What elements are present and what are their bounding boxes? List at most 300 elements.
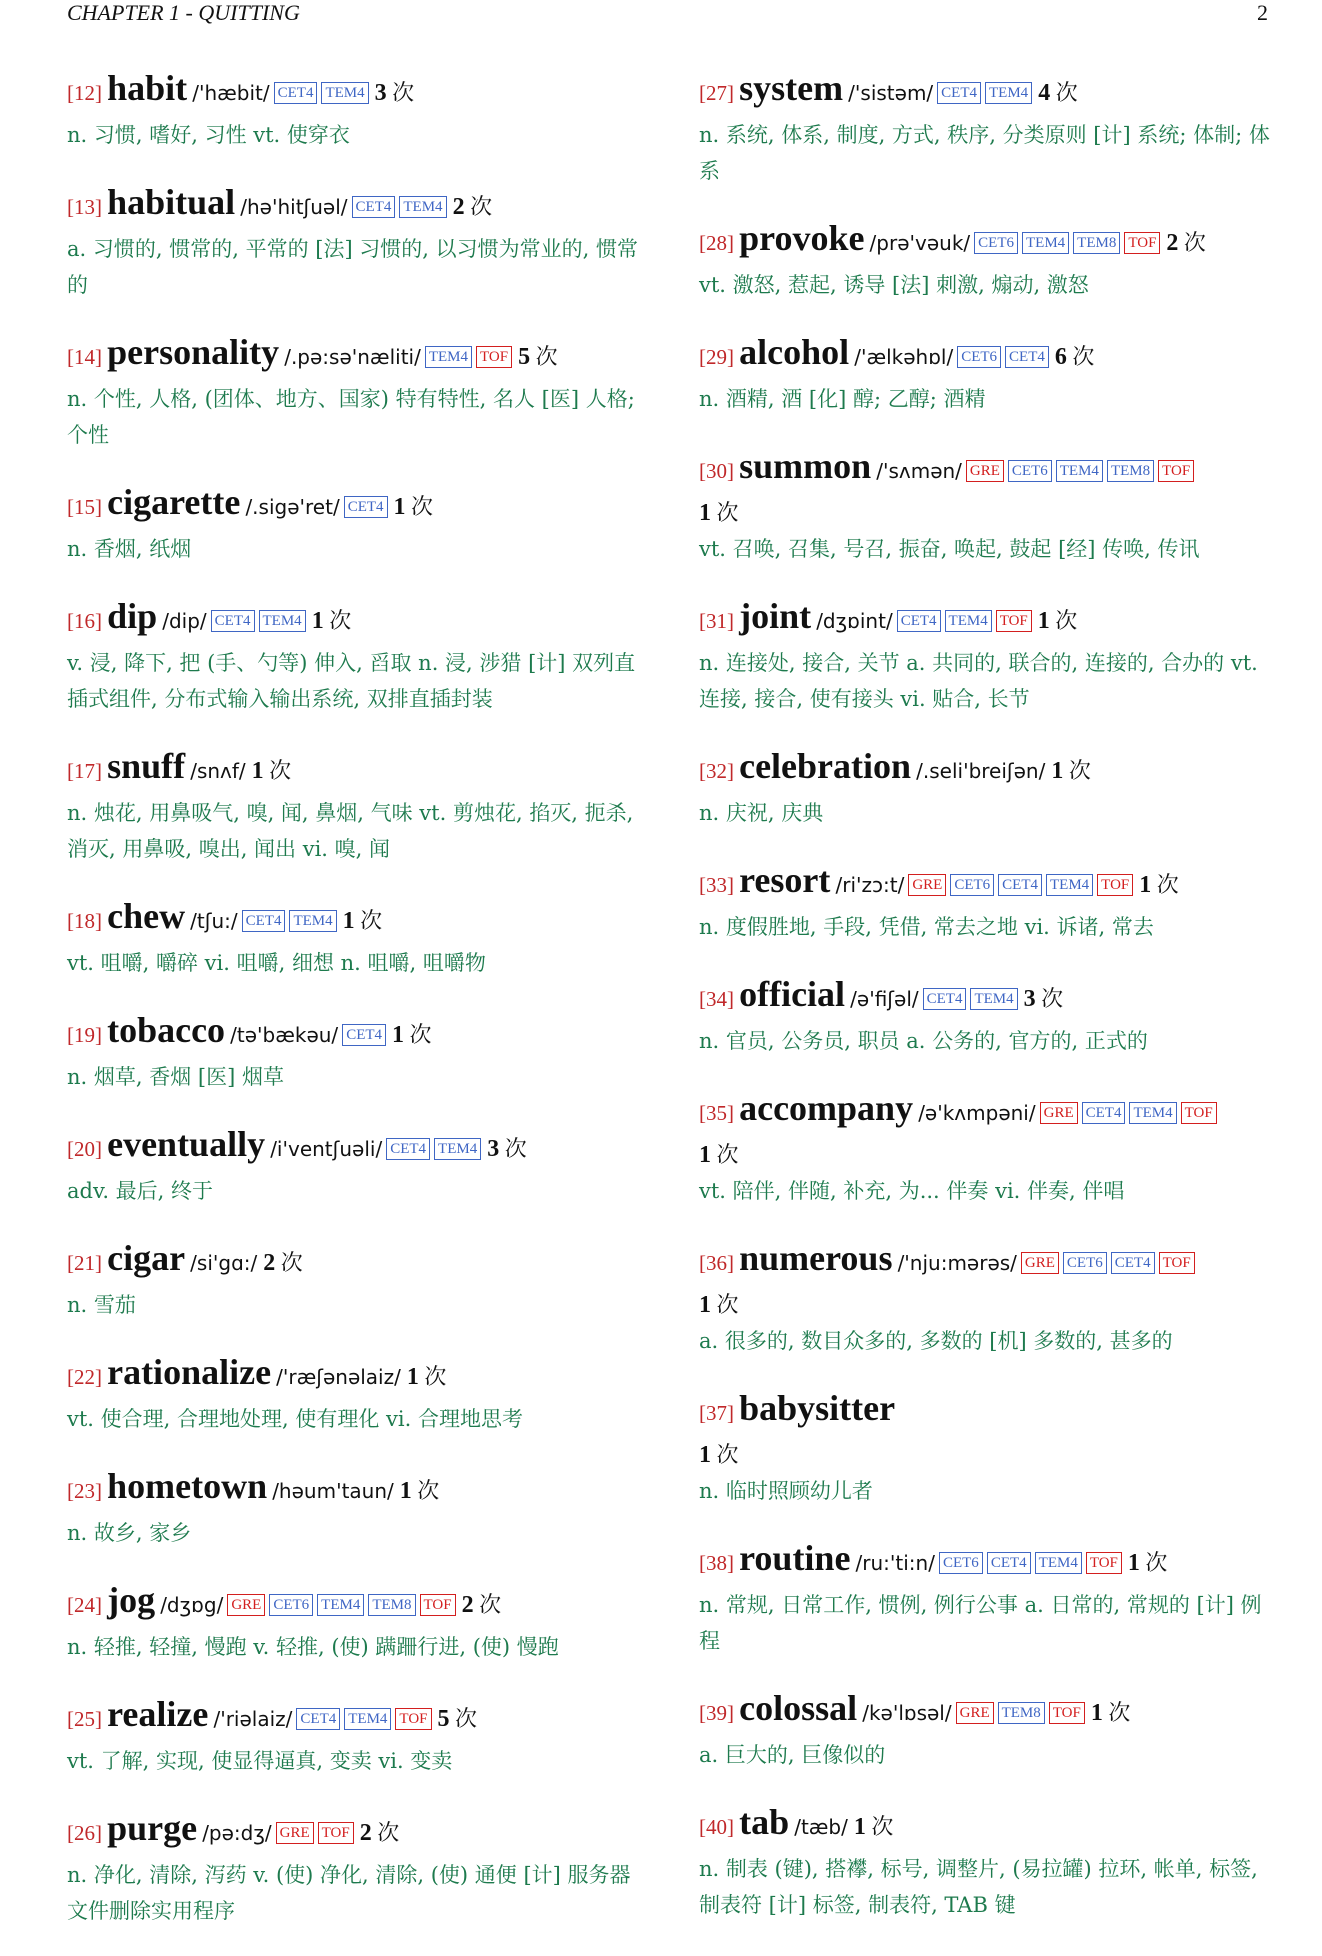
frequency-unit: 次 xyxy=(1145,1550,1168,1575)
frequency-count: 1 xyxy=(1051,758,1064,784)
exam-tag-badge: TEM4 xyxy=(1129,1102,1176,1124)
headword: purge xyxy=(107,1808,198,1848)
definition: adv. 最后, 终于 xyxy=(67,1179,214,1203)
entry-headline xyxy=(67,1008,639,1059)
frequency-count: 1 xyxy=(699,1442,711,1468)
exam-tag-badge: TEM4 xyxy=(1035,1552,1082,1574)
entry-headline xyxy=(67,1122,639,1173)
exam-tag-badge: CET4 xyxy=(998,874,1042,896)
entry-number: [27] xyxy=(699,81,734,105)
exam-tag-badge: GRE xyxy=(1040,1102,1078,1124)
frequency xyxy=(518,344,558,369)
frequency-count: 2 xyxy=(461,1592,474,1618)
definition: n. 故乡, 家乡 xyxy=(67,1521,192,1545)
definition: n. 庆祝, 庆典 xyxy=(699,801,824,825)
vocab-entry xyxy=(699,1686,1271,1773)
headword: habit xyxy=(107,68,188,108)
frequency xyxy=(263,1250,303,1275)
headword: accompany xyxy=(739,1088,914,1128)
phonetic-transcription: /prə'vəuk/ xyxy=(869,231,971,255)
headword: system xyxy=(739,68,844,108)
frequency-line xyxy=(699,1137,1271,1173)
exam-tag-badge: CET4 xyxy=(1005,346,1049,368)
phonetic-transcription: /'nju:mərəs/ xyxy=(897,1251,1017,1275)
frequency xyxy=(1051,758,1091,783)
exam-tag-badge: CET4 xyxy=(923,988,967,1010)
frequency xyxy=(1128,1550,1168,1575)
definition: vt. 使合理, 合理地处理, 使有理化 vi. 合理地思考 xyxy=(67,1407,523,1431)
entry-headline xyxy=(699,858,1271,909)
phonetic-transcription: /'riəlaiz/ xyxy=(213,1707,293,1731)
frequency xyxy=(1166,230,1206,255)
vocab-entry xyxy=(67,66,639,153)
entry-number: [14] xyxy=(67,345,102,369)
phonetic-transcription: /həum'taun/ xyxy=(272,1479,394,1503)
exam-tag-badge: GRE xyxy=(1021,1252,1059,1274)
vocab-entry xyxy=(67,1692,639,1779)
exam-tag-badge: TEM4 xyxy=(399,196,446,218)
frequency-count: 1 xyxy=(853,1814,866,1840)
entry-number: [30] xyxy=(699,459,734,483)
frequency-line xyxy=(699,1287,1271,1323)
definition: n. 轻推, 轻撞, 慢跑 v. 轻推, (使) 蹒跚行进, (使) 慢跑 xyxy=(67,1635,559,1659)
frequency-count: 1 xyxy=(393,494,406,520)
frequency xyxy=(854,1814,894,1839)
entry-number: [15] xyxy=(67,495,102,519)
frequency xyxy=(252,758,292,783)
frequency-unit: 次 xyxy=(1072,344,1095,369)
frequency-unit: 次 xyxy=(716,1442,739,1467)
frequency-unit: 次 xyxy=(269,758,292,783)
entry-headline xyxy=(699,1686,1271,1737)
exam-tag-badge: GRE xyxy=(966,460,1004,482)
vocab-entry xyxy=(67,1578,639,1665)
entry-headline xyxy=(699,1236,1271,1287)
exam-tag-badge: TOF xyxy=(395,1708,431,1730)
vocab-entry xyxy=(67,1122,639,1209)
phonetic-transcription: /'sʌmən/ xyxy=(876,459,962,483)
definition: v. 浸, 降下, 把 (手、勺等) 伸入, 舀取 n. 浸, 涉猎 [计] 双列直插式组件, 分布式输入输出系统, 双排直插封装 xyxy=(67,651,636,711)
definition: n. 香烟, 纸烟 xyxy=(67,537,192,561)
exam-tag-badge: TOF xyxy=(1124,232,1160,254)
frequency xyxy=(312,608,352,633)
frequency-unit: 次 xyxy=(716,1292,739,1317)
entry-number: [37] xyxy=(699,1401,734,1425)
entry-headline xyxy=(67,1806,639,1857)
headword: chew xyxy=(107,896,186,936)
phonetic-transcription: /dʒɒint/ xyxy=(816,609,893,633)
entry-number: [38] xyxy=(699,1551,734,1575)
definition: a. 习惯的, 惯常的, 平常的 [法] 习惯的, 以习惯为常业的, 惯常的 xyxy=(67,237,639,297)
headword: tab xyxy=(739,1802,790,1842)
entry-number: [23] xyxy=(67,1479,102,1503)
headword: colossal xyxy=(739,1688,858,1728)
exam-tag-badge: TOF xyxy=(1159,1252,1195,1274)
exam-tag-badge: CET6 xyxy=(950,874,994,896)
frequency xyxy=(1024,986,1064,1011)
exam-tag-badge: TOF xyxy=(1097,874,1133,896)
frequency-unit: 次 xyxy=(1068,758,1091,783)
entry-number: [22] xyxy=(67,1365,102,1389)
frequency-count: 1 xyxy=(699,500,711,526)
headword: snuff xyxy=(107,746,186,786)
entry-number: [39] xyxy=(699,1701,734,1725)
exam-tag-badge: CET4 xyxy=(987,1552,1031,1574)
entry-number: [20] xyxy=(67,1137,102,1161)
frequency-unit: 次 xyxy=(377,1820,400,1845)
frequency-count: 2 xyxy=(263,1250,276,1276)
exam-tag-badge: CET6 xyxy=(957,346,1001,368)
phonetic-transcription: /tæb/ xyxy=(794,1815,848,1839)
frequency-unit: 次 xyxy=(716,500,739,525)
frequency-count: 1 xyxy=(392,1022,405,1048)
definition: n. 烟草, 香烟 [医] 烟草 xyxy=(67,1065,284,1089)
headword: celebration xyxy=(739,746,912,786)
vocab-entry xyxy=(67,1350,639,1437)
exam-tag-badge: TEM4 xyxy=(289,910,336,932)
frequency-count: 5 xyxy=(518,344,531,370)
vocab-entry xyxy=(67,1008,639,1095)
exam-tag-badge: TEM4 xyxy=(1056,460,1103,482)
vocab-entry xyxy=(67,594,639,717)
frequency-unit: 次 xyxy=(360,908,383,933)
exam-tag-badge: CET4 xyxy=(342,1024,386,1046)
frequency-count: 1 xyxy=(1139,872,1152,898)
entry-number: [16] xyxy=(67,609,102,633)
exam-tag-badge: TEM4 xyxy=(1022,232,1069,254)
entry-headline xyxy=(699,1800,1271,1851)
frequency-unit: 次 xyxy=(417,1478,440,1503)
frequency-count: 1 xyxy=(251,758,264,784)
entry-number: [31] xyxy=(699,609,734,633)
vocab-entry xyxy=(67,1236,639,1323)
exam-tag-badge: CET4 xyxy=(274,82,318,104)
entry-headline xyxy=(699,1386,1271,1437)
frequency-unit: 次 xyxy=(280,1250,303,1275)
frequency xyxy=(1038,80,1078,105)
entry-headline xyxy=(699,594,1271,645)
definition: vt. 咀嚼, 嚼碎 vi. 咀嚼, 细想 n. 咀嚼, 咀嚼物 xyxy=(67,951,486,975)
frequency xyxy=(407,1364,447,1389)
entry-number: [19] xyxy=(67,1023,102,1047)
headword: jog xyxy=(107,1580,156,1620)
exam-tag-badge: GRE xyxy=(227,1594,265,1616)
exam-tag-badge: TEM4 xyxy=(317,1594,364,1616)
frequency-count: 1 xyxy=(311,608,324,634)
exam-tag-badge: GRE xyxy=(956,1702,994,1724)
headword: personality xyxy=(107,332,280,372)
exam-tag-badge: CET4 xyxy=(344,496,388,518)
exam-tag-badge: CET4 xyxy=(1082,1102,1126,1124)
exam-tag-badge: TEM4 xyxy=(434,1138,481,1160)
right-column xyxy=(699,66,1271,1950)
entry-headline xyxy=(67,594,639,645)
phonetic-transcription: /'hæbit/ xyxy=(192,81,270,105)
entry-number: [32] xyxy=(699,759,734,783)
exam-tag-badge: CET4 xyxy=(1111,1252,1155,1274)
exam-tag-badge: TEM8 xyxy=(1073,232,1120,254)
vocab-entry xyxy=(699,858,1271,945)
phonetic-transcription: /.pə:sə'næliti/ xyxy=(284,345,421,369)
exam-tag-badge: TEM4 xyxy=(344,1708,391,1730)
entry-number: [13] xyxy=(67,195,102,219)
vocab-entry xyxy=(699,1386,1271,1509)
exam-tag-badge: CET6 xyxy=(939,1552,983,1574)
frequency xyxy=(394,494,434,519)
headword: provoke xyxy=(739,218,865,258)
frequency-unit: 次 xyxy=(329,608,352,633)
frequency-line xyxy=(699,1437,1271,1473)
frequency-unit: 次 xyxy=(392,80,415,105)
entry-headline xyxy=(699,444,1271,495)
exam-tag-badge: TEM8 xyxy=(1107,460,1154,482)
phonetic-transcription: /ə'kʌmpəni/ xyxy=(918,1101,1036,1125)
frequency-count: 1 xyxy=(1090,1700,1103,1726)
frequency-unit: 次 xyxy=(479,1592,502,1617)
entry-headline xyxy=(699,744,1271,795)
vocab-entry xyxy=(699,444,1271,567)
headword: habitual xyxy=(107,182,236,222)
exam-tag-badge: CET6 xyxy=(1008,460,1052,482)
frequency-unit: 次 xyxy=(1041,986,1064,1011)
frequency xyxy=(392,1022,432,1047)
vocab-entry xyxy=(699,330,1271,417)
exam-tag-badge: CET4 xyxy=(352,196,396,218)
entry-headline xyxy=(699,66,1271,117)
exam-tag-badge: TEM4 xyxy=(985,82,1032,104)
phonetic-transcription: /.seli'breiʃən/ xyxy=(916,759,1046,783)
phonetic-transcription: /'sistəm/ xyxy=(848,81,934,105)
entry-headline xyxy=(699,972,1271,1023)
frequency-count: 2 xyxy=(1166,230,1179,256)
definition: n. 个性, 人格, (团体、地方、国家) 特有特性, 名人 [医] 人格; 个性 xyxy=(67,387,635,447)
chapter-title: CHAPTER 1 - QUITTING xyxy=(67,0,300,25)
entry-number: [17] xyxy=(67,759,102,783)
frequency-unit: 次 xyxy=(1183,230,1206,255)
frequency-unit: 次 xyxy=(455,1706,478,1731)
exam-tag-badge: TOF xyxy=(1049,1702,1085,1724)
headword: cigarette xyxy=(107,482,241,522)
entry-number: [18] xyxy=(67,909,102,933)
exam-tag-badge: TOF xyxy=(1158,460,1194,482)
vocab-entry xyxy=(699,972,1271,1059)
frequency-unit: 次 xyxy=(1055,608,1078,633)
entry-headline xyxy=(67,1236,639,1287)
frequency xyxy=(1038,608,1078,633)
frequency-unit: 次 xyxy=(504,1136,527,1161)
definition: vt. 了解, 实现, 使显得逼真, 变卖 vi. 变卖 xyxy=(67,1749,453,1773)
phonetic-transcription: /dip/ xyxy=(162,609,207,633)
exam-tag-badge: TEM4 xyxy=(1046,874,1093,896)
frequency-count: 3 xyxy=(487,1136,500,1162)
vocab-entry xyxy=(67,1464,639,1551)
entry-headline xyxy=(699,1086,1271,1137)
exam-tag-badge: TEM4 xyxy=(259,610,306,632)
definition: n. 连接处, 接合, 关节 a. 共同的, 联合的, 连接的, 合办的 vt. 连接, 接合, 使有接头 vi. 贴合, 长节 xyxy=(699,651,1258,711)
headword: rationalize xyxy=(107,1352,272,1392)
entry-headline xyxy=(67,744,639,795)
frequency-count: 1 xyxy=(406,1364,419,1390)
definition: n. 临时照顾幼儿者 xyxy=(699,1479,873,1503)
entry-number: [40] xyxy=(699,1815,734,1839)
exam-tag-badge: TEM8 xyxy=(998,1702,1045,1724)
entry-headline xyxy=(67,480,639,531)
frequency-count: 3 xyxy=(374,80,387,106)
headword: realize xyxy=(107,1694,209,1734)
vocab-entry xyxy=(699,1536,1271,1659)
frequency-count: 1 xyxy=(399,1478,412,1504)
phonetic-transcription: /tə'bækəu/ xyxy=(230,1023,339,1047)
exam-tag-badge: CET4 xyxy=(242,910,286,932)
frequency-unit: 次 xyxy=(1055,80,1078,105)
definition: n. 官员, 公务员, 职员 a. 公务的, 官方的, 正式的 xyxy=(699,1029,1148,1053)
headword: babysitter xyxy=(739,1388,896,1428)
entry-number: [29] xyxy=(699,345,734,369)
phonetic-transcription: /hə'hitʃuəl/ xyxy=(240,195,348,219)
phonetic-transcription: /'ælkəhɒl/ xyxy=(854,345,954,369)
headword: hometown xyxy=(107,1466,268,1506)
entry-number: [36] xyxy=(699,1251,734,1275)
definition: n. 净化, 清除, 泻药 v. (使) 净化, 清除, (使) 通便 [计] 服务器文件删除实用程序 xyxy=(67,1863,631,1923)
phonetic-transcription: /'ræʃənəlaiz/ xyxy=(276,1365,401,1389)
exam-tag-badge: TOF xyxy=(476,346,512,368)
phonetic-transcription: /ə'fiʃəl/ xyxy=(850,987,919,1011)
frequency xyxy=(343,908,383,933)
frequency-unit: 次 xyxy=(871,1814,894,1839)
definition: n. 雪茄 xyxy=(67,1293,136,1317)
entry-headline xyxy=(67,894,639,945)
frequency-count: 1 xyxy=(342,908,355,934)
headword: cigar xyxy=(107,1238,186,1278)
entry-headline xyxy=(699,1536,1271,1587)
frequency xyxy=(438,1706,478,1731)
page-header xyxy=(67,0,1268,30)
phonetic-transcription: /ri'zɔ:t/ xyxy=(835,873,905,897)
frequency xyxy=(1091,1700,1131,1725)
frequency-line xyxy=(699,495,1271,531)
headword: routine xyxy=(739,1538,851,1578)
frequency xyxy=(375,80,415,105)
entry-number: [34] xyxy=(699,987,734,1011)
frequency xyxy=(462,1592,502,1617)
phonetic-transcription: /kə'lɒsəl/ xyxy=(862,1701,952,1725)
entry-headline xyxy=(67,1350,639,1401)
phonetic-transcription: /dʒɒg/ xyxy=(160,1593,224,1617)
entry-headline xyxy=(67,66,639,117)
definition: n. 常规, 日常工作, 惯例, 例行公事 a. 日常的, 常规的 [计] 例程 xyxy=(699,1593,1262,1653)
vocab-entry xyxy=(67,744,639,867)
entry-number: [35] xyxy=(699,1101,734,1125)
headword: summon xyxy=(739,446,872,486)
exam-tag-badge: CET4 xyxy=(296,1708,340,1730)
vocab-entry xyxy=(67,894,639,981)
frequency-unit: 次 xyxy=(1156,872,1179,897)
entry-number: [28] xyxy=(699,231,734,255)
exam-tag-badge: CET6 xyxy=(1063,1252,1107,1274)
entry-number: [25] xyxy=(67,1707,102,1731)
entry-number: [33] xyxy=(699,873,734,897)
headword: numerous xyxy=(739,1238,893,1278)
frequency xyxy=(1139,872,1179,897)
definition: n. 酒精, 酒 [化] 醇; 乙醇; 酒精 xyxy=(699,387,986,411)
exam-tag-badge: GRE xyxy=(908,874,946,896)
phonetic-transcription: /i'ventʃuəli/ xyxy=(270,1137,383,1161)
phonetic-transcription: /tʃu:/ xyxy=(190,909,238,933)
frequency-count: 1 xyxy=(699,1142,711,1168)
exam-tag-badge: TEM8 xyxy=(368,1594,415,1616)
exam-tag-badge: TEM4 xyxy=(945,610,992,632)
headword: joint xyxy=(739,596,812,636)
phonetic-transcription: /pə:dʒ/ xyxy=(202,1821,272,1845)
exam-tag-badge: TOF xyxy=(420,1594,456,1616)
frequency-count: 1 xyxy=(1037,608,1050,634)
frequency xyxy=(487,1136,527,1161)
frequency-count: 5 xyxy=(437,1706,450,1732)
entry-headline xyxy=(67,1464,639,1515)
entry-headline xyxy=(67,1692,639,1743)
phonetic-transcription: /snʌf/ xyxy=(190,759,246,783)
entry-headline xyxy=(67,1578,639,1629)
left-column xyxy=(67,66,639,1956)
exam-tag-badge: CET4 xyxy=(386,1138,430,1160)
exam-tag-badge: CET6 xyxy=(974,232,1018,254)
headword: eventually xyxy=(107,1124,266,1164)
exam-tag-badge: CET6 xyxy=(269,1594,313,1616)
vocab-entry xyxy=(67,180,639,303)
entry-number: [26] xyxy=(67,1821,102,1845)
entry-number: [24] xyxy=(67,1593,102,1617)
vocab-entry xyxy=(699,216,1271,303)
frequency-unit: 次 xyxy=(411,494,434,519)
frequency-unit: 次 xyxy=(535,344,558,369)
vocab-entry xyxy=(67,480,639,567)
definition: vt. 激怒, 惹起, 诱导 [法] 刺激, 煽动, 激怒 xyxy=(699,273,1089,297)
headword: dip xyxy=(107,596,158,636)
definition: a. 巨大的, 巨像似的 xyxy=(699,1743,886,1767)
headword: alcohol xyxy=(739,332,850,372)
exam-tag-badge: TEM4 xyxy=(321,82,368,104)
frequency-count: 1 xyxy=(699,1292,711,1318)
headword: tobacco xyxy=(107,1010,226,1050)
vocab-entry xyxy=(699,1236,1271,1359)
frequency-count: 4 xyxy=(1038,80,1051,106)
definition: n. 度假胜地, 手段, 凭借, 常去之地 vi. 诉诸, 常去 xyxy=(699,915,1154,939)
exam-tag-badge: CET4 xyxy=(937,82,981,104)
entry-headline xyxy=(699,216,1271,267)
exam-tag-badge: TOF xyxy=(1086,1552,1122,1574)
frequency xyxy=(453,194,493,219)
headword: resort xyxy=(739,860,831,900)
frequency xyxy=(400,1478,440,1503)
vocab-entry xyxy=(699,744,1271,831)
phonetic-transcription: /si'gɑ:/ xyxy=(190,1251,258,1275)
vocab-entry xyxy=(67,1806,639,1929)
vocab-entry xyxy=(699,594,1271,717)
vocab-entry xyxy=(67,330,639,453)
exam-tag-badge: CET4 xyxy=(897,610,941,632)
vocab-entry xyxy=(699,66,1271,189)
frequency-unit: 次 xyxy=(409,1022,432,1047)
frequency-count: 6 xyxy=(1054,344,1067,370)
frequency-unit: 次 xyxy=(716,1142,739,1167)
vocab-entry xyxy=(699,1086,1271,1209)
frequency-count: 2 xyxy=(359,1820,372,1846)
page-number: 2 xyxy=(1257,0,1268,25)
frequency-unit: 次 xyxy=(424,1364,447,1389)
exam-tag-badge: TEM4 xyxy=(970,988,1017,1010)
phonetic-transcription: /.sigə'ret/ xyxy=(245,495,340,519)
exam-tag-badge: TOF xyxy=(318,1822,354,1844)
